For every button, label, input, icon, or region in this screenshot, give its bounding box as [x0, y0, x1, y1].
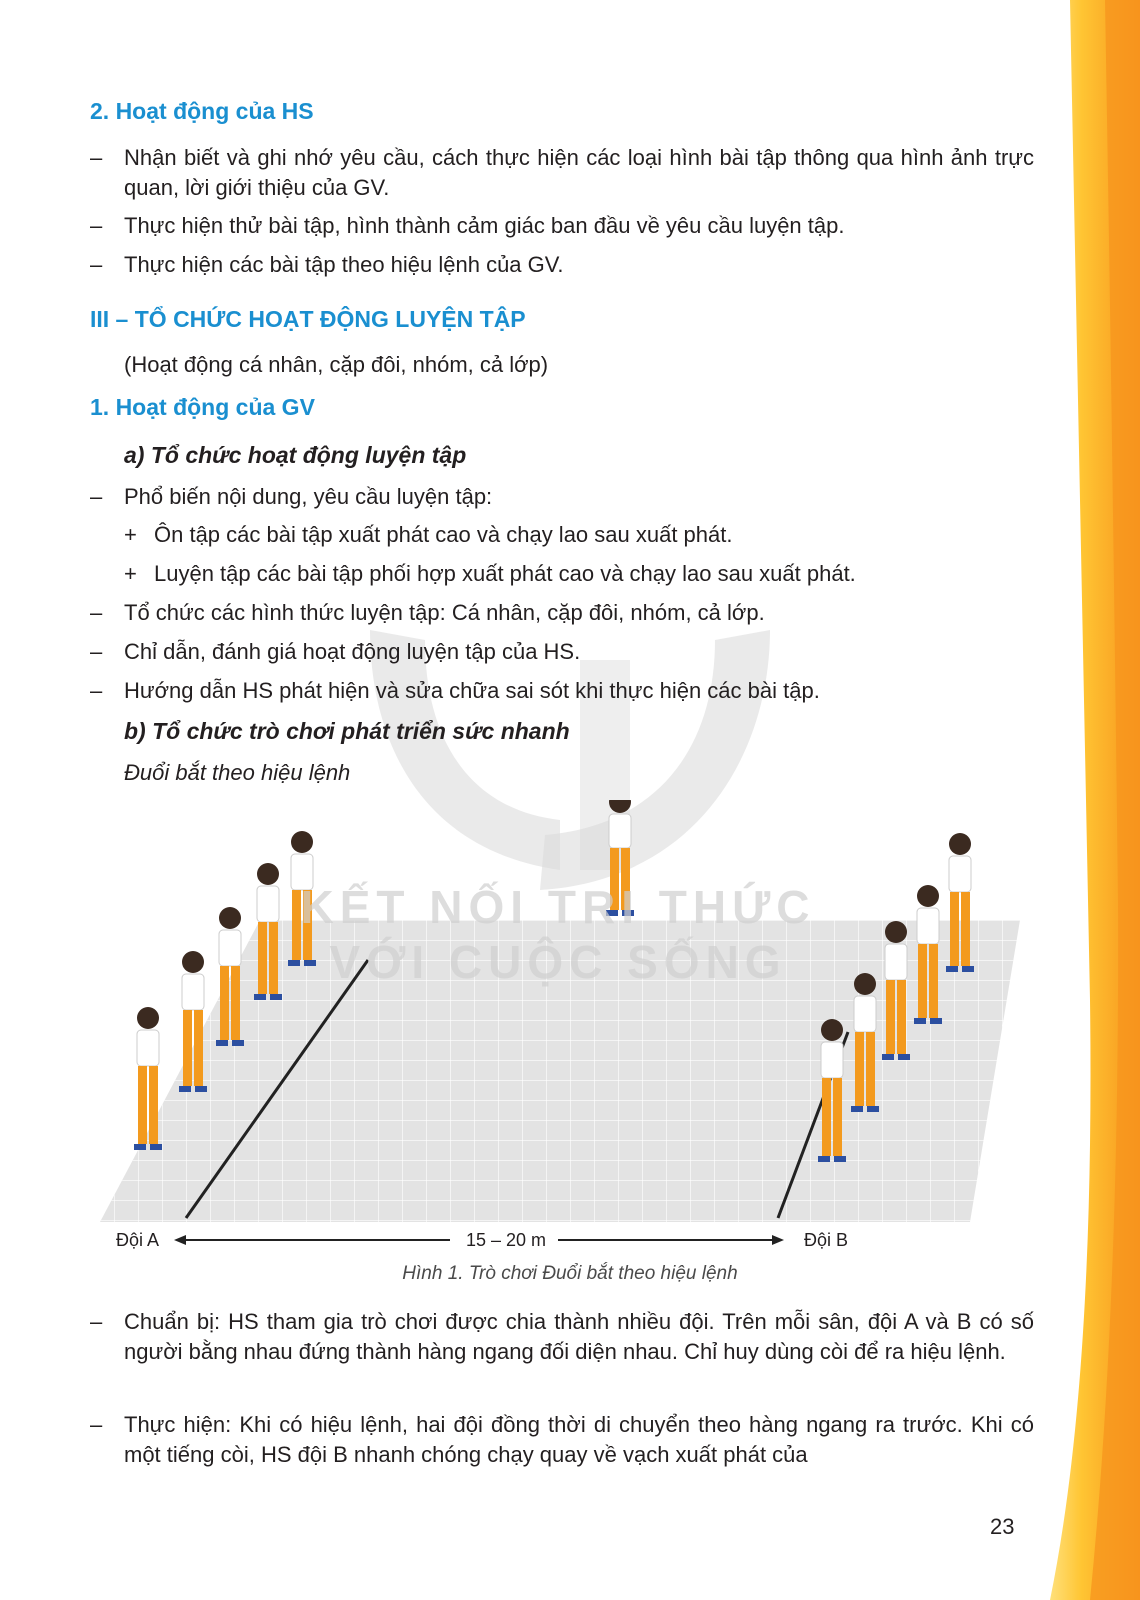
a-item-intro: Phổ biến nội dung, yêu cầu luyện tập:	[124, 484, 493, 509]
page-number: 23	[990, 1514, 1015, 1539]
a-item-forms: Tổ chức các hình thức luyện tập: Cá nhân, cặp đôi, nhóm, cả lớp.	[124, 600, 765, 625]
game-illustration	[90, 800, 1050, 1250]
subheading-a: a) Tổ chức hoạt động luyện tập	[124, 442, 467, 468]
hs-item-2: Thực hiện thử bài tập, hình thành cảm giác ban đầu về yêu cầu luyện tập.	[124, 213, 845, 238]
part3-note: (Hoạt động cá nhân, cặp đôi, nhóm, cả lớp)	[124, 352, 549, 377]
team-b-label: Đội B	[804, 1230, 849, 1250]
b-item-prepare: Chuẩn bị: HS tham gia trò chơi được chia thành nhiều đội. Trên mỗi sân, đội A và B có số người bằng nhau đứng thành hàng ngang đối diện nhau. Chỉ huy dùng còi để ra hiệu lệnh.	[124, 1309, 1034, 1364]
subheading-b: b) Tổ chức trò chơi phát triển sức nhanh	[124, 718, 570, 744]
a-item-fix: Hướng dẫn HS phát hiện và sửa chữa sai sót khi thực hiện các bài tập.	[124, 678, 820, 703]
b-item-execute: Thực hiện: Khi có hiệu lệnh, hai đội đồng thời di chuyển theo hàng ngang ra trước. Khi có một tiếng còi, HS đội B nhanh chóng chạy quay về vạch xuất phát của	[124, 1412, 1034, 1467]
game-name: Đuổi bắt theo hiệu lệnh	[124, 760, 351, 785]
a-plus-1: Ôn tập các bài tập xuất phát cao và chạy lao sau xuất phát.	[154, 522, 733, 547]
hs-item-1: Nhận biết và ghi nhớ yêu cầu, cách thực hiện các loại hình bài tập thông qua hình ảnh trực quan, lời giới thiệu của GV.	[124, 145, 1034, 200]
dash-bullet: –	[90, 213, 103, 238]
dash-bullet: –	[90, 600, 103, 625]
figure-caption: Hình 1. Trò chơi Đuổi bắt theo hiệu lệnh	[402, 1263, 738, 1284]
dash-bullet: –	[90, 639, 103, 664]
dash-bullet: –	[90, 678, 103, 703]
plus-bullet: +	[124, 522, 137, 547]
dash-bullet: –	[90, 484, 103, 509]
plus-bullet: +	[124, 561, 137, 586]
hs-activity-heading: 2. Hoạt động của HS	[90, 98, 314, 124]
a-item-guide: Chỉ dẫn, đánh giá hoạt động luyện tập của HS.	[124, 639, 581, 664]
dash-bullet: –	[90, 1309, 103, 1334]
distance-label: 15 – 20 m	[466, 1230, 547, 1250]
team-a-label: Đội A	[116, 1230, 160, 1250]
watermark-text-1: KẾT NỐI TRI THỨC	[300, 881, 816, 933]
gv-activity-heading: 1. Hoạt động của GV	[90, 394, 315, 420]
a-plus-2: Luyện tập các bài tập phối hợp xuất phát cao và chạy lao sau xuất phát.	[154, 561, 856, 586]
dash-bullet: –	[90, 1412, 103, 1437]
dash-bullet: –	[90, 145, 103, 170]
part3-heading: III – TỔ CHỨC HOẠT ĐỘNG LUYỆN TẬP	[90, 306, 526, 332]
hs-item-3: Thực hiện các bài tập theo hiệu lệnh của GV.	[124, 252, 564, 277]
dash-bullet: –	[90, 252, 103, 277]
watermark-text-2: VỚI CUỘC SỐNG	[329, 936, 787, 988]
